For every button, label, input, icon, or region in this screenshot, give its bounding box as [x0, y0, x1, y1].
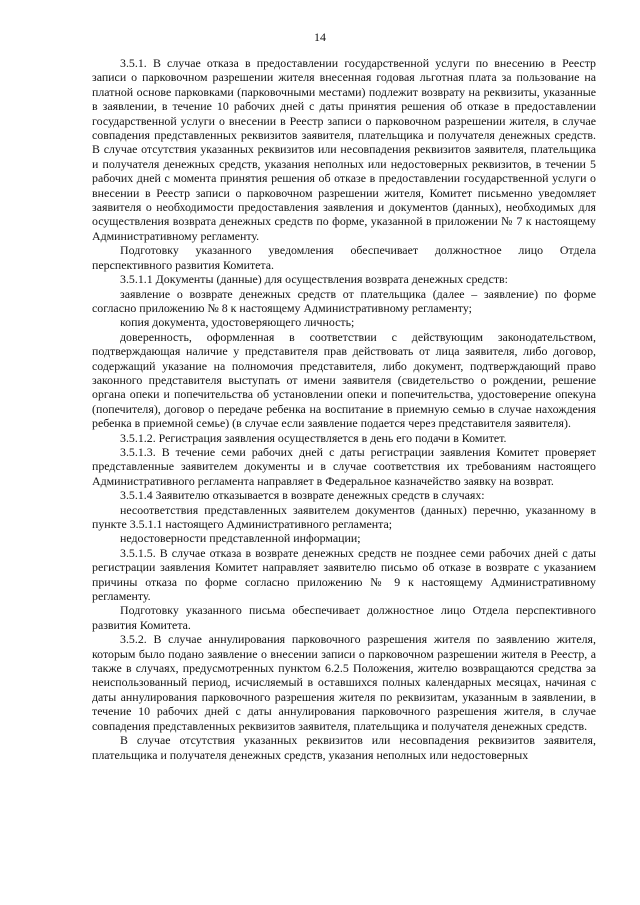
paragraph-notice-responsibility: Подготовку указанного уведомления обеспечивает должностное лицо Отдела перспективного развития Комитета.: [92, 243, 596, 272]
paragraph-3-5-1-4: 3.5.1.4 Заявителю отказывается в возврате денежных средств в случаях:: [120, 488, 485, 503]
paragraph-unreliable-info: недостоверности представленной информации;: [120, 531, 361, 546]
paragraph-3-5-1: 3.5.1. В случае отказа в предоставлении государственной услуги по внесению в Реестр записи о парковочном разрешении жителя внесенная годовая льготная плата за пользование на платной основе парковками (парковочными местами) подлежит возврату на реквизиты, указанные в заявлении, в течение 10 рабочих дней с даты принятия решения об отказе в предоставлении государственной услуги о внесении в Реестр записи о парковочном разрешении жителя, в случае совпадения представленных реквизитов заявителя, плательщика и получателя денежных средств. В случае отсутствия указанных реквизитов или несовпадения реквизитов заявителя, плательщика и получателя денежных средств, указания неполных или недостоверных реквизитов, в течении 5 рабочих дней с момента принятия решения об отказе в предоставлении государственной услуги о внесении в Реестр записи о парковочном разрешении жителя, Комитет письменно уведомляет заявителя о необходимости предоставления заявления и документов (данных), необходимых для осуществления возврата денежных средств по форме, указанной в приложении № 7 к настоящему Административному регламенту.: [92, 56, 596, 243]
paragraph-3-5-1-5: 3.5.1.5. В случае отказа в возврате денежных средств не позднее семи рабочих дней с даты регистрации заявления Комитет направляет заявителю письмо об отказе в возврате с указанием причины отказа по форме согласно приложению № 9 к настоящему Административному регламенту.: [92, 545, 596, 604]
paragraph-3-5-1-1: 3.5.1.1 Документы (данные) для осуществления возврата денежных средств:: [120, 272, 508, 287]
paragraph-document-mismatch: несоответствия представленных заявителем документов (данных) перечню, указанному в пункте 3.5.1.1 настоящего Административного регламента;: [92, 502, 596, 531]
paragraph-3-5-2: 3.5.2. В случае аннулирования парковочного разрешения жителя по заявлению жителя, которым было подано заявление о внесении записи о парковочном разрешении жителя в Реестр, а также в случаях, предусмотренных пунктом 6.2.5 Положения, жителю возвращаются средства за неиспользованный период, исчисляемый в оставшихся полных календарных месяцах, начиная с даты аннулирования парковочного разрешения жителя по реквизитам, указанным в заявлении, в течение 10 рабочих дней с даты аннулирования парковочного разрешения жителя, в случае совпадения представленных реквизитов заявителя, плательщика и получателя денежных средств.: [92, 632, 596, 733]
page-number: 14: [314, 30, 326, 44]
paragraph-3-5-1-2: 3.5.1.2. Регистрация заявления осуществляется в день его подачи в Комитет.: [120, 430, 507, 445]
paragraph-letter-responsibility: Подготовку указанного письма обеспечивает должностное лицо Отдела перспективного развития Комитета.: [92, 603, 596, 632]
paragraph-identity-copy: копия документа, удостоверяющего личность;: [120, 315, 355, 330]
paragraph-refund-application: заявление о возврате денежных средств от плательщика (далее – заявление) по форме согласно приложению № 8 к настоящему Административному регламенту;: [92, 286, 596, 315]
document-body: [92, 56, 596, 762]
paragraph-3-5-1-3: 3.5.1.3. В течение семи рабочих дней с даты регистрации заявления Комитет проверяет представленные заявителем документы и в случае соответствия их требованиям настоящего Административного регламента направляет в Федеральное казначейство заявку на возврат.: [92, 444, 596, 488]
paragraph-missing-details: В случае отсутствия указанных реквизитов или несовпадения реквизитов заявителя, плательщика и получателя денежных средств, указания неполных или недостоверных: [92, 733, 596, 762]
paragraph-power-of-attorney: доверенность, оформленная в соответствии с действующим законодательством, подтверждающая наличие у представителя прав действовать от лица заявителя, либо договор, содержащий указание на полномочия представителя, либо документ, подтверждающий право законного представителя выступать от имени заявителя (свидетельство о рождении, решение органа опеки и попечительства об установлении опеки и попечительства, удостоверение опекуна (попечителя), договор о передаче ребенка на воспитание в приемную семью в случае нахождения ребенка в приемной семье) (в случае если заявление подается через представителя заявителя).: [92, 329, 596, 431]
